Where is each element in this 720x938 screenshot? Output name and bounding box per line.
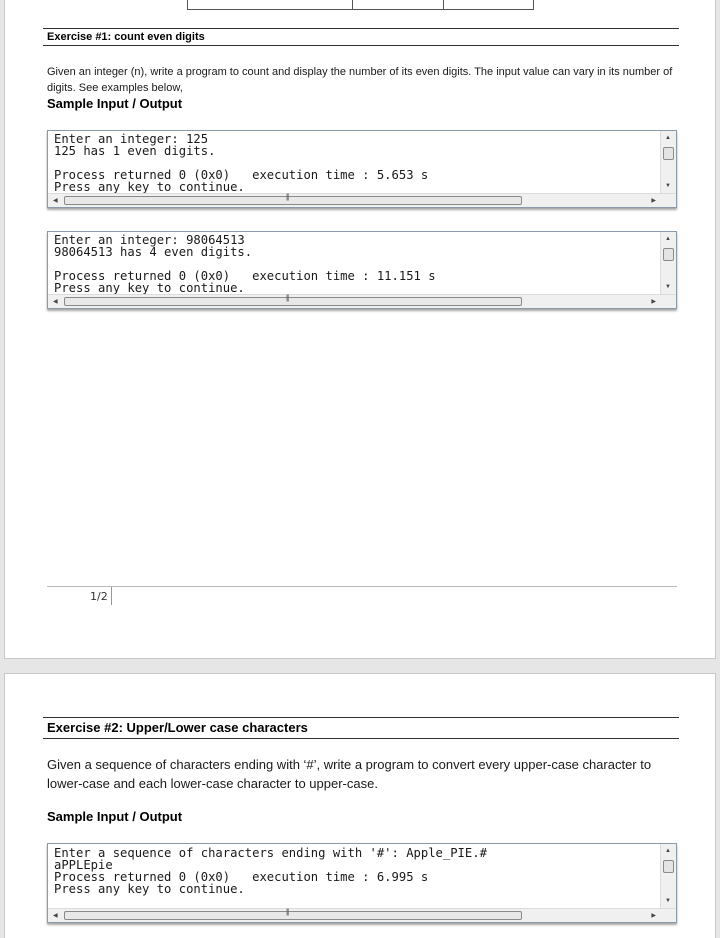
console-line: aPPLEpie	[54, 858, 113, 872]
scroll-thumb[interactable]	[663, 147, 674, 160]
console-text-area	[48, 844, 660, 908]
scroll-right-icon[interactable]: ▶	[651, 299, 656, 305]
heading-rule-top	[43, 717, 679, 718]
exercise-2-description: Given a sequence of characters ending with ‘#’, write a program to convert every upper-case character to lower-case and each lower-case character to upper-case.	[47, 757, 652, 791]
table-bottom-edge	[187, 0, 534, 10]
sample-io-label: Sample Input / Output	[47, 809, 183, 824]
console-output-3	[47, 843, 677, 923]
sample-io-label: Sample Input / Output	[47, 96, 183, 111]
console-line: 98064513 has 4 even digits.	[54, 245, 253, 259]
scroll-left-icon[interactable]: ◀	[53, 198, 58, 204]
vertical-scrollbar[interactable]	[660, 232, 676, 294]
document-page-2	[4, 673, 716, 938]
heading-rule-top	[43, 28, 679, 29]
scroll-left-icon[interactable]: ◀	[53, 299, 58, 305]
page-number-divider	[111, 587, 112, 605]
scroll-left-icon[interactable]: ◀	[53, 913, 58, 919]
table-column-divider	[352, 0, 353, 9]
exercise-1-heading: Exercise #1: count even digits	[47, 31, 205, 43]
console-line: Enter an integer: 125	[54, 132, 209, 146]
heading-rule-bottom	[43, 45, 679, 46]
console-line: 125 has 1 even digits.	[54, 144, 216, 158]
scroll-thumb[interactable]	[663, 860, 674, 873]
console-line: Press any key to continue.	[54, 281, 245, 294]
console-line: Process returned 0 (0x0) execution time : 11.151 s	[54, 269, 436, 283]
console-line: Enter a sequence of characters ending with '#': Apple_PIE.#	[54, 846, 487, 860]
vertical-scrollbar[interactable]	[660, 844, 676, 908]
console-output-2	[47, 231, 677, 309]
scroll-up-icon[interactable]: ▲	[665, 135, 671, 141]
scroll-thumb[interactable]	[663, 248, 674, 261]
scroll-thumb[interactable]	[64, 911, 522, 920]
console-line: Press any key to continue.	[54, 180, 245, 193]
grip-icon: |||	[286, 295, 289, 302]
console-text-area	[48, 232, 660, 294]
vertical-scrollbar[interactable]	[660, 131, 676, 193]
console-output-1	[47, 130, 677, 208]
console-line: Enter an integer: 98064513	[54, 233, 245, 247]
exercise-1-description: Given an integer (n), write a program to count and display the number of its even digits. The input value can vary in its number of digits. See examples below,	[47, 66, 673, 94]
document-page-1	[4, 0, 716, 659]
scroll-thumb[interactable]	[64, 297, 522, 306]
footer-rule	[47, 586, 677, 587]
scroll-down-icon[interactable]: ▼	[665, 898, 671, 904]
table-column-divider	[443, 0, 444, 9]
scroll-up-icon[interactable]: ▲	[665, 848, 671, 854]
grip-icon: |||	[286, 194, 289, 201]
console-text-area	[48, 131, 660, 193]
console-line: Process returned 0 (0x0) execution time : 5.653 s	[54, 168, 429, 182]
exercise-2-heading: Exercise #2: Upper/Lower case characters	[47, 720, 308, 735]
grip-icon: |||	[286, 909, 289, 916]
horizontal-scrollbar[interactable]	[48, 193, 676, 207]
scroll-right-icon[interactable]: ▶	[651, 913, 656, 919]
console-line: Process returned 0 (0x0) execution time : 6.995 s	[54, 870, 429, 884]
heading-rule-bottom	[43, 738, 679, 739]
scroll-down-icon[interactable]: ▼	[665, 284, 671, 290]
scroll-thumb[interactable]	[64, 196, 522, 205]
page-number: 1/2	[90, 590, 108, 603]
scroll-down-icon[interactable]: ▼	[665, 183, 671, 189]
horizontal-scrollbar[interactable]	[48, 908, 676, 922]
scroll-up-icon[interactable]: ▲	[665, 236, 671, 242]
console-line: Press any key to continue.	[54, 882, 245, 896]
scroll-right-icon[interactable]: ▶	[651, 198, 656, 204]
horizontal-scrollbar[interactable]	[48, 294, 676, 308]
